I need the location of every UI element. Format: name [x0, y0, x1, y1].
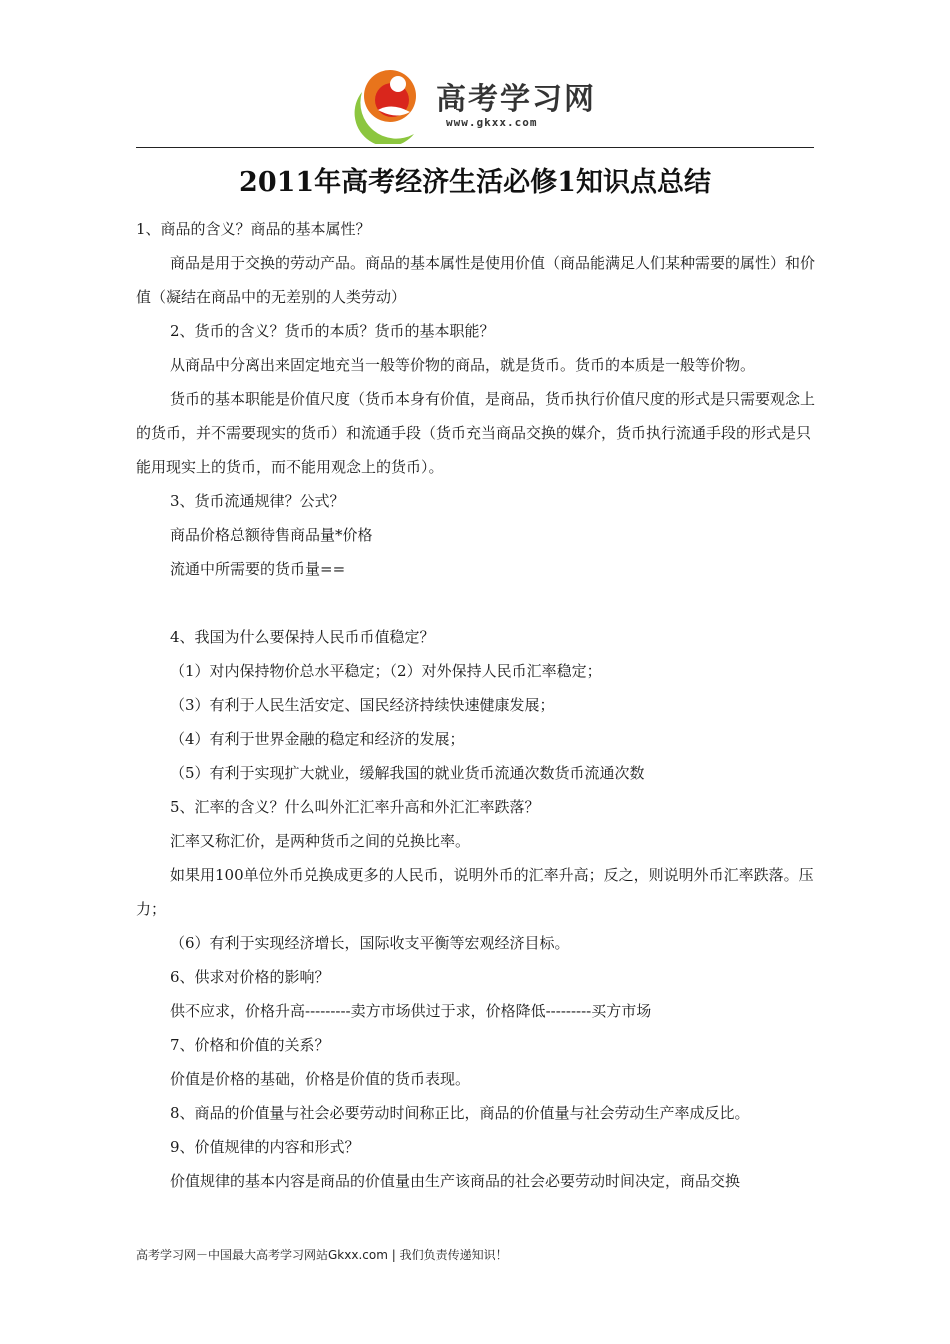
site-logo[interactable]	[352, 62, 602, 144]
list-item: （1）对内保持物价总水平稳定；（2）对外保持人民币汇率稳定；	[170, 662, 602, 680]
paragraph: 如果用100单位外币兑换成更多的人民币，说明外币的汇率升高；反之，则说明外币汇率跌落。压力；	[136, 866, 814, 918]
question-heading: 2、货币的含义？货币的本质？货币的基本职能？	[170, 322, 495, 340]
formula-line: 商品价格总额待售商品量*价格	[170, 526, 373, 544]
logo-mark-icon	[352, 62, 432, 144]
document-body	[136, 212, 816, 1198]
paragraph: 汇率又称汇价，是两种货币之间的兑换比率。	[170, 832, 471, 850]
paragraph: 供不应求，价格升高---------卖方市场供过于求，价格降低---------买方市场	[170, 1002, 652, 1020]
list-item: （3）有利于人民生活安定、国民经济持续快速健康发展；	[170, 696, 555, 714]
paragraph: 从商品中分离出来固定地充当一般等价物的商品，就是货币。货币的本质是一般等价物。	[170, 356, 756, 374]
header-divider	[136, 147, 814, 148]
question-heading: 1、商品的含义？商品的基本属性？	[136, 220, 371, 238]
question-heading: 3、货币流通规律？公式？	[170, 492, 345, 510]
paragraph: 价值是价格的基础，价格是价值的货币表现。	[170, 1070, 471, 1088]
question-heading: 9、价值规律的内容和形式？	[170, 1138, 360, 1156]
question-heading: 4、我国为什么要保持人民币币值稳定？	[170, 628, 435, 646]
blank-line	[136, 586, 816, 620]
paragraph: 商品是用于交换的劳动产品。商品的基本属性是使用价值（商品能满足人们某种需要的属性）和价值（凝结在商品中的无差别的人类劳动）	[136, 254, 816, 306]
list-item: （4）有利于世界金融的稳定和经济的发展；	[170, 730, 465, 748]
page-footer: 高考学习网－中国最大高考学习网站Gkxx.com | 我们负责传递知识！	[136, 1248, 508, 1262]
formula-line: 流通中所需要的货币量==	[170, 560, 346, 578]
list-item: （6）有利于实现经济增长，国际收支平衡等宏观经济目标。	[170, 934, 570, 952]
document-title: 2011年高考经济生活必修1知识点总结	[239, 167, 711, 198]
list-item: （5）有利于实现扩大就业，缓解我国的就业货币流通次数货币流通次数	[170, 764, 645, 782]
question-heading: 6、供求对价格的影响？	[170, 968, 330, 986]
paragraph: 价值规律的基本内容是商品的价值量由生产该商品的社会必要劳动时间决定，商品交换	[170, 1172, 741, 1190]
logo-url: www.gkxx.com	[446, 116, 538, 129]
paragraph: 8、商品的价值量与社会必要劳动时间称正比，商品的价值量与社会劳动生产率成反比。	[170, 1104, 750, 1122]
page-header	[0, 0, 950, 150]
question-heading: 5、汇率的含义？什么叫外汇汇率升高和外汇汇率跌落？	[170, 798, 540, 816]
logo-wordmark: 高考学习网	[436, 82, 596, 117]
question-heading: 7、价格和价值的关系？	[170, 1036, 330, 1054]
paragraph: 货币的基本职能是价值尺度（货币本身有价值，是商品，货币执行价值尺度的形式是只需要观念上的货币，并不需要现实的货币）和流通手段（货币充当商品交换的媒介，货币执行流通手段的形式是只能用现实上的货币，而不能用观念上的货币）。	[136, 390, 816, 476]
